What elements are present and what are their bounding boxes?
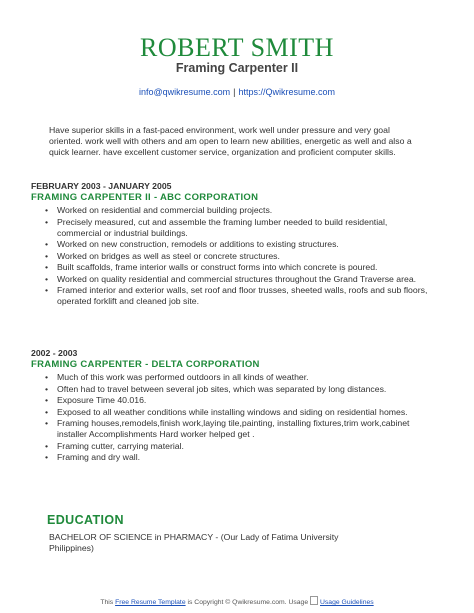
list-item: • Often had to travel between several job sites, which was separated by long distances.: [57, 384, 431, 395]
footer-prefix: This: [100, 599, 114, 606]
list-item: • Framed interior and exterior walls, set roof and floor trusses, sheeted walls, roofs and sub floors, operated forklift and cleaned job site.: [57, 285, 431, 307]
education-heading: EDUCATION: [47, 513, 124, 527]
list-item: • Worked on quality residential and commercial structures throughout the Grand Traverse area.: [57, 274, 431, 285]
document-icon: [310, 596, 318, 605]
list-item: • Framing houses,remodels,finish work,laying tile,painting, installing fixtures,trim work,cabinet installer Accomplishments Hard worker helped get .: [57, 418, 431, 440]
list-item: • Framing cutter, carrying material.: [57, 441, 431, 452]
list-item: • Worked on bridges as well as steel or concrete structures.: [57, 251, 431, 262]
list-item: • Precisely measured, cut and assemble the framing lumber needed to build residential, commercial or industrial buildings.: [57, 217, 431, 239]
website-link[interactable]: https://Qwikresume.com: [238, 87, 336, 97]
summary-paragraph: Have superior skills in a fast-paced environment, work well under pressure and very goal oriented. work well with others and am open to learn new abilities, energetic as well and also a quick learner. have excellent customer service, organization and proficient computer skills.: [49, 125, 412, 158]
contact-line: [0, 86, 474, 98]
list-item: • Framing and dry wall.: [57, 452, 431, 463]
list-item: • Exposed to all weather conditions while installing windows and siding on residential homes.: [57, 407, 431, 418]
list-item: • Worked on new construction, remodels or additions to existing structures.: [57, 239, 431, 250]
job-title: Framing Carpenter II: [175, 61, 299, 75]
footer-usage: Usage: [288, 599, 309, 606]
job-position: FRAMING CARPENTER - DELTA CORPORATION: [31, 359, 260, 370]
job-bullets: [31, 372, 431, 463]
job-dates: FEBRUARY 2003 - JANUARY 2005: [31, 181, 172, 191]
education-text: BACHELOR OF SCIENCE in PHARMACY - (Our Lady of Fatima University Philippines): [49, 532, 339, 554]
list-item: • Built scaffolds, frame interior walls or construct forms into which concrete is poured.: [57, 262, 431, 273]
job-bullets: [31, 205, 431, 308]
candidate-name: ROBERT SMITH: [140, 33, 334, 62]
free-template-link[interactable]: Free Resume Template: [115, 599, 186, 606]
footer: [0, 596, 474, 608]
email-link[interactable]: info@qwikresume.com: [138, 87, 231, 97]
footer-copyright: is Copyright © Qwikresume.com.: [187, 599, 287, 606]
experience-entry: [31, 348, 431, 464]
usage-guidelines-link[interactable]: Usage Guidelines: [320, 599, 374, 606]
list-item: • Much of this work was performed outdoors in all kinds of weather.: [57, 372, 431, 383]
list-item: • Exposure Time 40.016.: [57, 395, 431, 406]
job-position: FRAMING CARPENTER II - ABC CORPORATION: [31, 192, 259, 203]
contact-separator: |: [233, 87, 236, 97]
experience-entry: [31, 181, 431, 308]
list-item: • Worked on residential and commercial building projects.: [57, 205, 431, 216]
job-dates: 2002 - 2003: [31, 348, 78, 358]
